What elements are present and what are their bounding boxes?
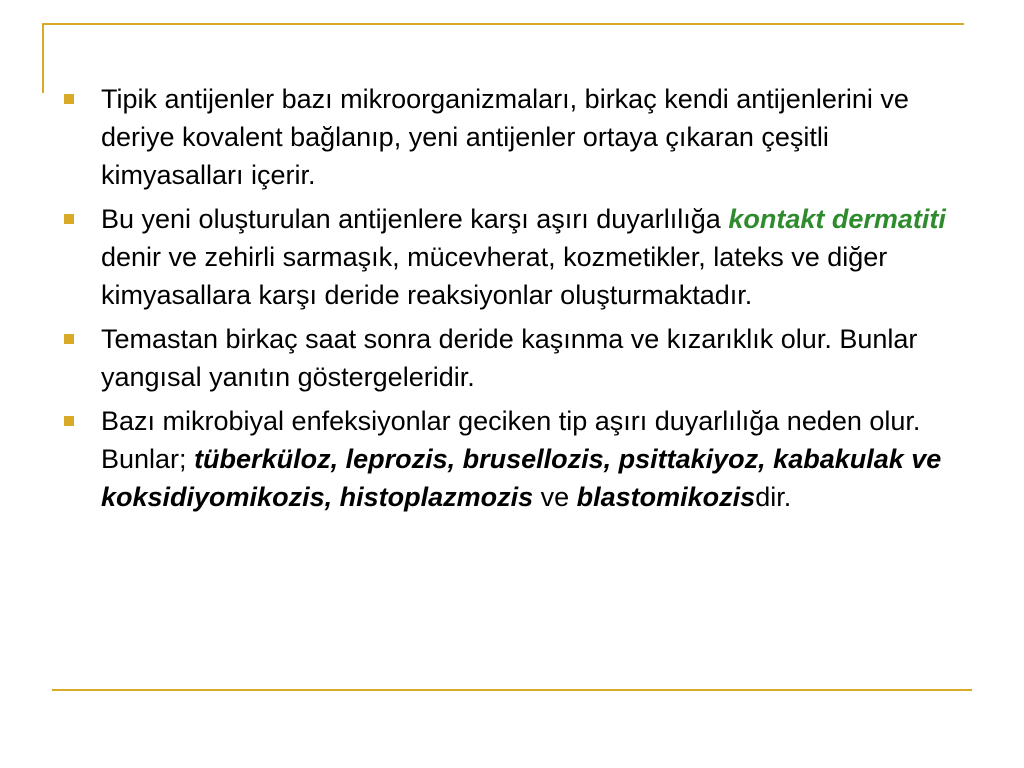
bullet-text: Tipik antijenler bazı mikroorganizmaları, birkaç kendi antijenlerini ve deriye kovalent bağlanıp, yeni antijenler ortaya çıkaran çeşitli kimyasalları içerir. [101,84,909,190]
bottom-divider [52,689,972,691]
square-bullet-icon [64,334,74,344]
bullet-text: Temastan birkaç saat sonra deride kaşınma ve kızarıklık olur. Bunlar yangısal yanıtın göstergeleridir. [101,324,918,392]
bullet-item [62,320,967,396]
bullet-item [62,402,967,516]
disease-term-last: blastomikozis [576,482,756,512]
bullet-item [62,200,967,314]
highlighted-term: kontakt dermatiti [728,204,946,234]
bullet-text-before: Bazı mikrobiyal enfeksiyonlar geciken tip aşırı duyarlılığa neden olur. Bunlar; [101,406,921,474]
bullet-item [62,80,967,194]
square-bullet-icon [64,416,74,426]
bullet-list [62,80,967,522]
square-bullet-icon [64,214,74,224]
disease-terms: tüberküloz, leprozis, brusellozis, psittakiyoz, kabakulak ve koksidiyomikozis, histoplazmozis [101,444,942,512]
bullet-text-after: dir. [755,482,792,512]
top-divider [42,23,964,25]
bullet-text-before: Bu yeni oluşturulan antijenlere karşı aşırı duyarlılığa [101,204,729,234]
left-divider [42,23,44,93]
bullet-text-after: denir ve zehirli sarmaşık, mücevherat, kozmetikler, lateks ve diğer kimyasallara karşı deride reaksiyonlar oluşturmaktadır. [101,242,888,310]
square-bullet-icon [64,94,74,104]
bullet-connector: ve [533,482,577,512]
